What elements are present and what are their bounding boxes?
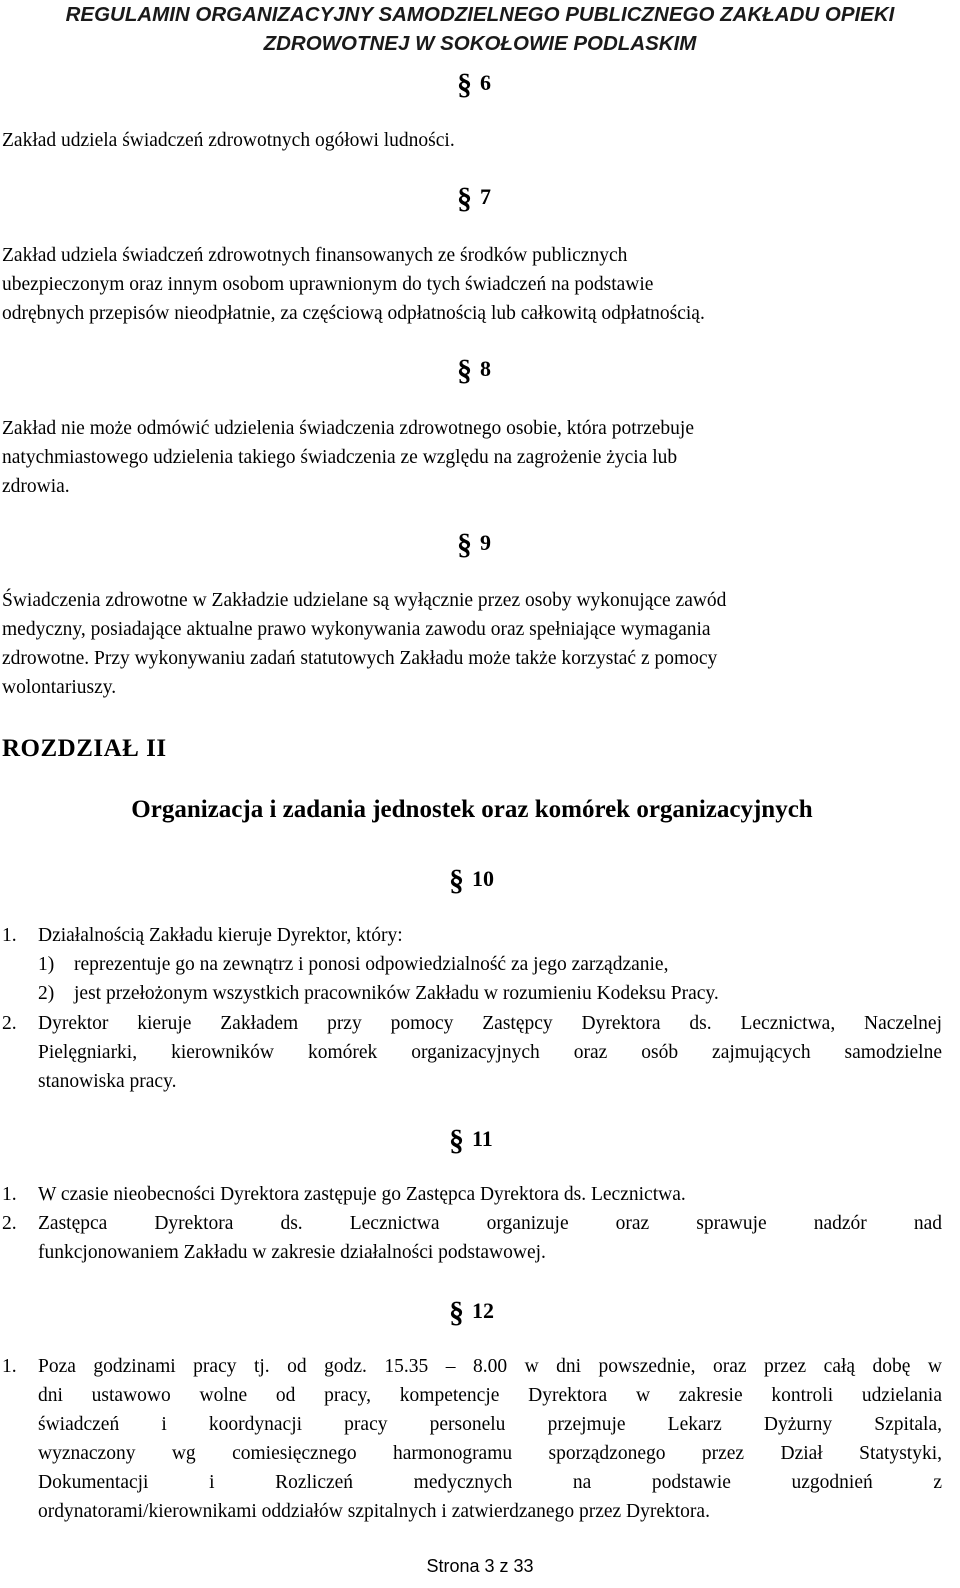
paragraph-line: ubezpieczonym oraz innym osobom uprawnionym do tych świadczeń na podstawie [2, 274, 654, 295]
list-item-line: Dokumentacji i Rozliczeń medycznych na podstawie uzgodnień z [38, 1472, 942, 1493]
section-12-heading [449, 1296, 494, 1330]
paragraph-line: zdrowotne. Przy wykonywaniu zadań statutowych Zakładu może także korzystać z pomocy [2, 648, 718, 669]
section-6-text [2, 126, 942, 155]
section-number: 12 [472, 1298, 494, 1323]
paragraph-line: wolontariuszy. [2, 677, 117, 698]
section-8-heading [457, 354, 491, 388]
sub-list-item [38, 950, 938, 979]
list-item [2, 1009, 942, 1096]
section-number: 7 [480, 184, 491, 209]
chapter-title: ROZDZIAŁ II [2, 735, 167, 762]
section-9-heading [457, 528, 491, 562]
paragraph-line: natychmiastowego udzielenia takiego świadczenia ze względu na zagrożenie życia lub [2, 447, 678, 468]
list-item-line: stanowiska pracy. [38, 1071, 177, 1092]
page-footer: Strona 3 z 33 [426, 1556, 534, 1576]
section-symbol: § [457, 354, 472, 387]
list-item-line: wyznaczony wg comiesięcznego harmonogramu sporządzonego przez Dział Statystyki, [38, 1443, 942, 1464]
section-8-text [2, 414, 942, 501]
header-line-1: REGULAMIN ORGANIZACYJNY SAMODZIELNEGO PUBLICZNEGO ZAKŁADU OPIEKI [65, 3, 895, 26]
section-number: 11 [472, 1126, 493, 1151]
list-item-line: Poza godzinami pracy tj. od godz. 15.35 – 8.00 w dni powszednie, oraz przez całą dobę w [38, 1356, 942, 1377]
list-item-number: 1. [2, 1184, 17, 1205]
section-7-heading [457, 182, 491, 216]
section-symbol: § [457, 528, 472, 561]
list-item-number: 1. [2, 925, 17, 946]
section-6-heading [457, 68, 491, 102]
section-10-heading [449, 864, 494, 898]
list-item-number: 1. [2, 1356, 17, 1377]
section-number: 9 [480, 530, 491, 555]
list-item-text: Działalnością Zakładu kieruje Dyrektor, który: [38, 925, 403, 946]
paragraph-line: Zakład nie może odmówić udzielenia świadczenia zdrowotnego osobie, która potrzebuje [2, 418, 694, 439]
section-number: 8 [480, 356, 491, 381]
list-item-line: dni ustawowo wolne od pracy, kompetencje Dyrektora w zakresie kontroli udzielania [38, 1385, 942, 1406]
paragraph-line: Zakład udziela świadczeń zdrowotnych ogółowi ludności. [2, 130, 455, 151]
list-item-text: W czasie nieobecności Dyrektora zastępuje go Zastępca Dyrektora ds. Lecznictwa. [38, 1184, 686, 1205]
section-number: 6 [480, 70, 491, 95]
section-7-text [2, 241, 942, 328]
list-item-line: ordynatorami/kierownikami oddziałów szpitalnych i zatwierdzanego przez Dyrektora. [38, 1501, 710, 1522]
list-item-line: Pielęgniarki, kierowników komórek organizacyjnych oraz osób zajmujących samodzielne [38, 1042, 942, 1063]
paragraph-line: odrębnych przepisów nieodpłatnie, za częściową odpłatnością lub całkowitą odpłatnością. [2, 303, 705, 324]
sub-list-item [38, 979, 938, 1008]
sub-list-item-text: reprezentuje go na zewnątrz i ponosi odpowiedzialność za jego zarządzanie, [74, 954, 669, 975]
list-item [2, 1352, 942, 1526]
sub-list-item-number: 2) [38, 983, 55, 1004]
section-symbol: § [457, 182, 472, 215]
section-11-heading [449, 1124, 493, 1158]
list-item-line: Zastępca Dyrektora ds. Lecznictwa organizuje oraz sprawuje nadzór nad [38, 1213, 942, 1234]
list-item-line: Dyrektor kieruje Zakładem przy pomocy Zastępcy Dyrektora ds. Lecznictwa, Naczelnej [38, 1013, 942, 1034]
list-item-line: funkcjonowaniem Zakładu w zakresie działalności podstawowej. [38, 1242, 546, 1263]
paragraph-line: Świadczenia zdrowotne w Zakładzie udzielane są wyłącznie przez osoby wykonujące zawód [2, 590, 727, 611]
section-symbol: § [449, 1124, 464, 1157]
list-item-number: 2. [2, 1013, 17, 1034]
list-item [2, 1180, 942, 1209]
paragraph-line: zdrowia. [2, 476, 70, 497]
section-9-text [2, 586, 942, 702]
section-symbol: § [457, 68, 472, 101]
section-symbol: § [449, 1296, 464, 1329]
paragraph-line: medyczny, posiadające aktualne prawo wykonywania zawodu oraz spełniające wymagania [2, 619, 711, 640]
list-item [2, 1209, 942, 1267]
section-symbol: § [449, 864, 464, 897]
list-item [2, 921, 942, 950]
sub-list-item-text: jest przełożonym wszystkich pracowników Zakładu w rozumieniu Kodeksu Pracy. [74, 983, 719, 1004]
list-item-number: 2. [2, 1213, 17, 1234]
section-number: 10 [472, 866, 494, 891]
header-line-2: ZDROWOTNEJ W SOKOŁOWIE PODLASKIM [263, 32, 697, 55]
sub-list-item-number: 1) [38, 954, 55, 975]
list-item-line: świadczeń i koordynacji pracy personelu przejmuje Lekarz Dyżurny Szpitala, [38, 1414, 942, 1435]
chapter-subtitle: Organizacja i zadania jednostek oraz komórek organizacyjnych [131, 796, 813, 823]
paragraph-line: Zakład udziela świadczeń zdrowotnych finansowanych ze środków publicznych [2, 245, 628, 266]
